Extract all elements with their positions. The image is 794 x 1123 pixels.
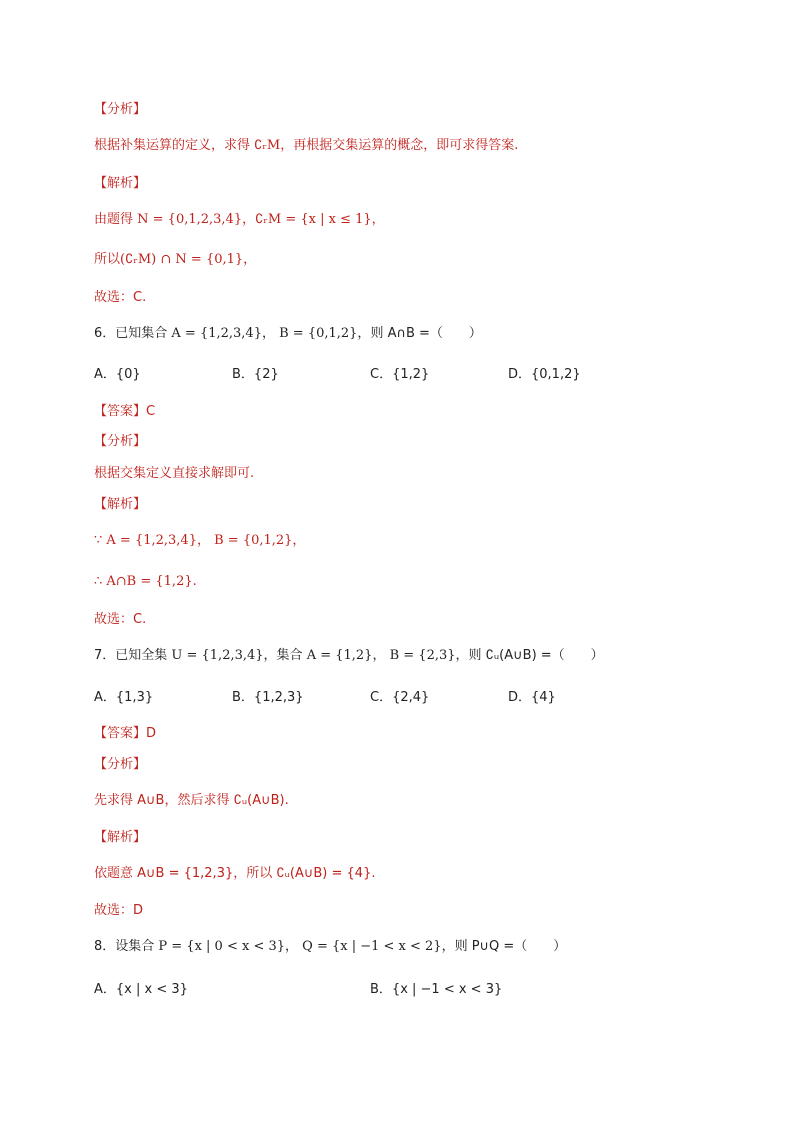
solution-line: 依题意 A∪B = {1,2,3}，所以 ∁ᵤ(A∪B) = {4}. <box>94 866 376 881</box>
option-d[interactable]: D．{4} <box>508 690 556 705</box>
analysis-heading: 【分析】 <box>94 102 147 117</box>
answer-line: 【答案】D <box>94 726 157 741</box>
solution-heading: 【解析】 <box>94 176 147 191</box>
question-7-stem: 7．已知全集 U = {1,2,3,4}，集合 A = {1,2}， B = {2,3}，则 ∁ᵤ(A∪B) =（ ） <box>94 648 604 663</box>
option-d[interactable]: D．{0,1,2} <box>508 367 581 382</box>
solution-heading: 【解析】 <box>94 497 147 512</box>
analysis-heading: 【分析】 <box>94 757 147 772</box>
option-b[interactable]: B．{x | −1 < x < 3} <box>370 982 503 997</box>
choice-line: 故选：D <box>94 903 144 918</box>
option-b[interactable]: B．{1,2,3} <box>232 690 304 705</box>
option-b[interactable]: B．{2} <box>232 367 279 382</box>
question-6-stem: 6．已知集合 A = {1,2,3,4}， B = {0,1,2}，则 A∩B =（ ） <box>94 326 482 341</box>
option-c[interactable]: C．{2,4} <box>370 690 430 705</box>
analysis-heading: 【分析】 <box>94 434 147 449</box>
option-a[interactable]: A．{0} <box>94 367 141 382</box>
answer-line: 【答案】C <box>94 404 156 419</box>
solution-line: ∴ A∩B = {1,2}. <box>94 574 197 589</box>
solution-line: 由题得 N = {0,1,2,3,4}，∁ᵣM = {x | x ≤ 1}， <box>94 212 385 227</box>
option-a[interactable]: A．{1,3} <box>94 690 154 705</box>
analysis-text: 先求得 A∪B，然后求得 ∁ᵤ(A∪B). <box>94 793 289 808</box>
solution-heading: 【解析】 <box>94 830 147 845</box>
choice-line: 故选：C. <box>94 290 147 305</box>
question-8-stem: 8．设集合 P = {x | 0 < x < 3}， Q = {x | −1 < x < 2}，则 P∪Q =（ ） <box>94 939 567 954</box>
option-a[interactable]: A．{x | x < 3} <box>94 982 188 997</box>
solution-line: ∵ A = {1,2,3,4}， B = {0,1,2}， <box>94 533 306 548</box>
solution-line: 所以(∁ᵣM) ∩ N = {0,1}， <box>94 252 257 267</box>
choice-line: 故选：C. <box>94 612 147 627</box>
option-c[interactable]: C．{1,2} <box>370 367 430 382</box>
analysis-text: 根据补集运算的定义，求得 ∁ᵣM，再根据交集运算的概念，即可求得答案. <box>94 138 519 153</box>
analysis-text: 根据交集定义直接求解即可. <box>94 466 255 481</box>
